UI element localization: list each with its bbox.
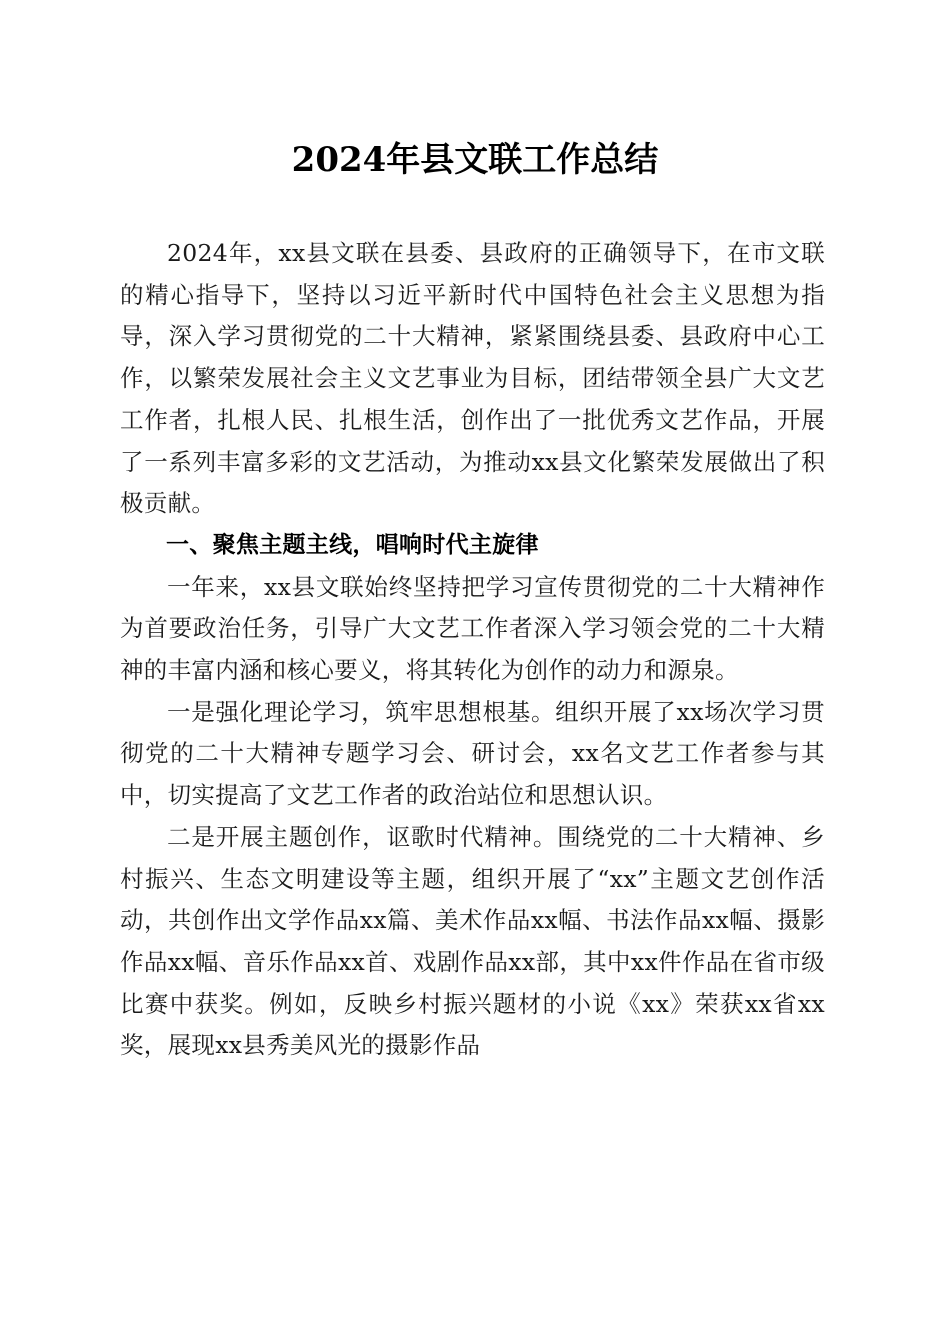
section-heading: 一、聚焦主题主线，唱响时代主旋律 bbox=[166, 531, 539, 558]
item-text-1: 组织开展了xx场次学习贯彻党的二十大精神专题学习会、研讨会，xx名文艺工作者参与其中，切实提高了文艺工作者的政治站位和思想认识。 bbox=[120, 697, 825, 810]
item-lead-2: 二是开展主题创作，讴歌时代精神。 bbox=[167, 822, 558, 851]
item-paragraph-1 bbox=[120, 692, 825, 817]
item-text-2: 围绕党的二十大精神、乡村振兴、生态文明建设等主题，组织开展了“xx”主题文艺创作活动，共创作出文学作品xx篇、美术作品xx幅、书法作品xx幅、摄影作品xx幅、音乐作品xx首、戏剧作品xx部，其中xx件作品在省市级比赛中获奖。例如，反映乡村振兴题材的小说《xx》荣获xx省xx奖，展现xx县秀美风光的摄影作品 bbox=[120, 822, 825, 1060]
item-lead-1: 一是强化理论学习，筑牢思想根基。 bbox=[167, 697, 556, 726]
document-body bbox=[120, 233, 825, 1067]
item-paragraph-2 bbox=[120, 817, 825, 1067]
document-title: 2024年县文联工作总结 bbox=[291, 140, 659, 180]
section-paragraph: 一年来，xx县文联始终坚持把学习宣传贯彻党的二十大精神作为首要政治任务，引导广大文艺工作者深入学习领会党的二十大精神的丰富内涵和核心要义，将其转化为创作的动力和源泉。 bbox=[120, 572, 825, 685]
intro-paragraph: 2024年，xx县文联在县委、县政府的正确领导下，在市文联的精心指导下，坚持以习近平新时代中国特色社会主义思想为指导，深入学习贯彻党的二十大精神，紧紧围绕县委、县政府中心工作，以繁荣发展社会主义文艺事业为目标，团结带领全县广大文艺工作者，扎根人民、扎根生活，创作出了一批优秀文艺作品，开展了一系列丰富多彩的文艺活动，为推动xx县文化繁荣发展做出了积极贡献。 bbox=[120, 239, 825, 518]
